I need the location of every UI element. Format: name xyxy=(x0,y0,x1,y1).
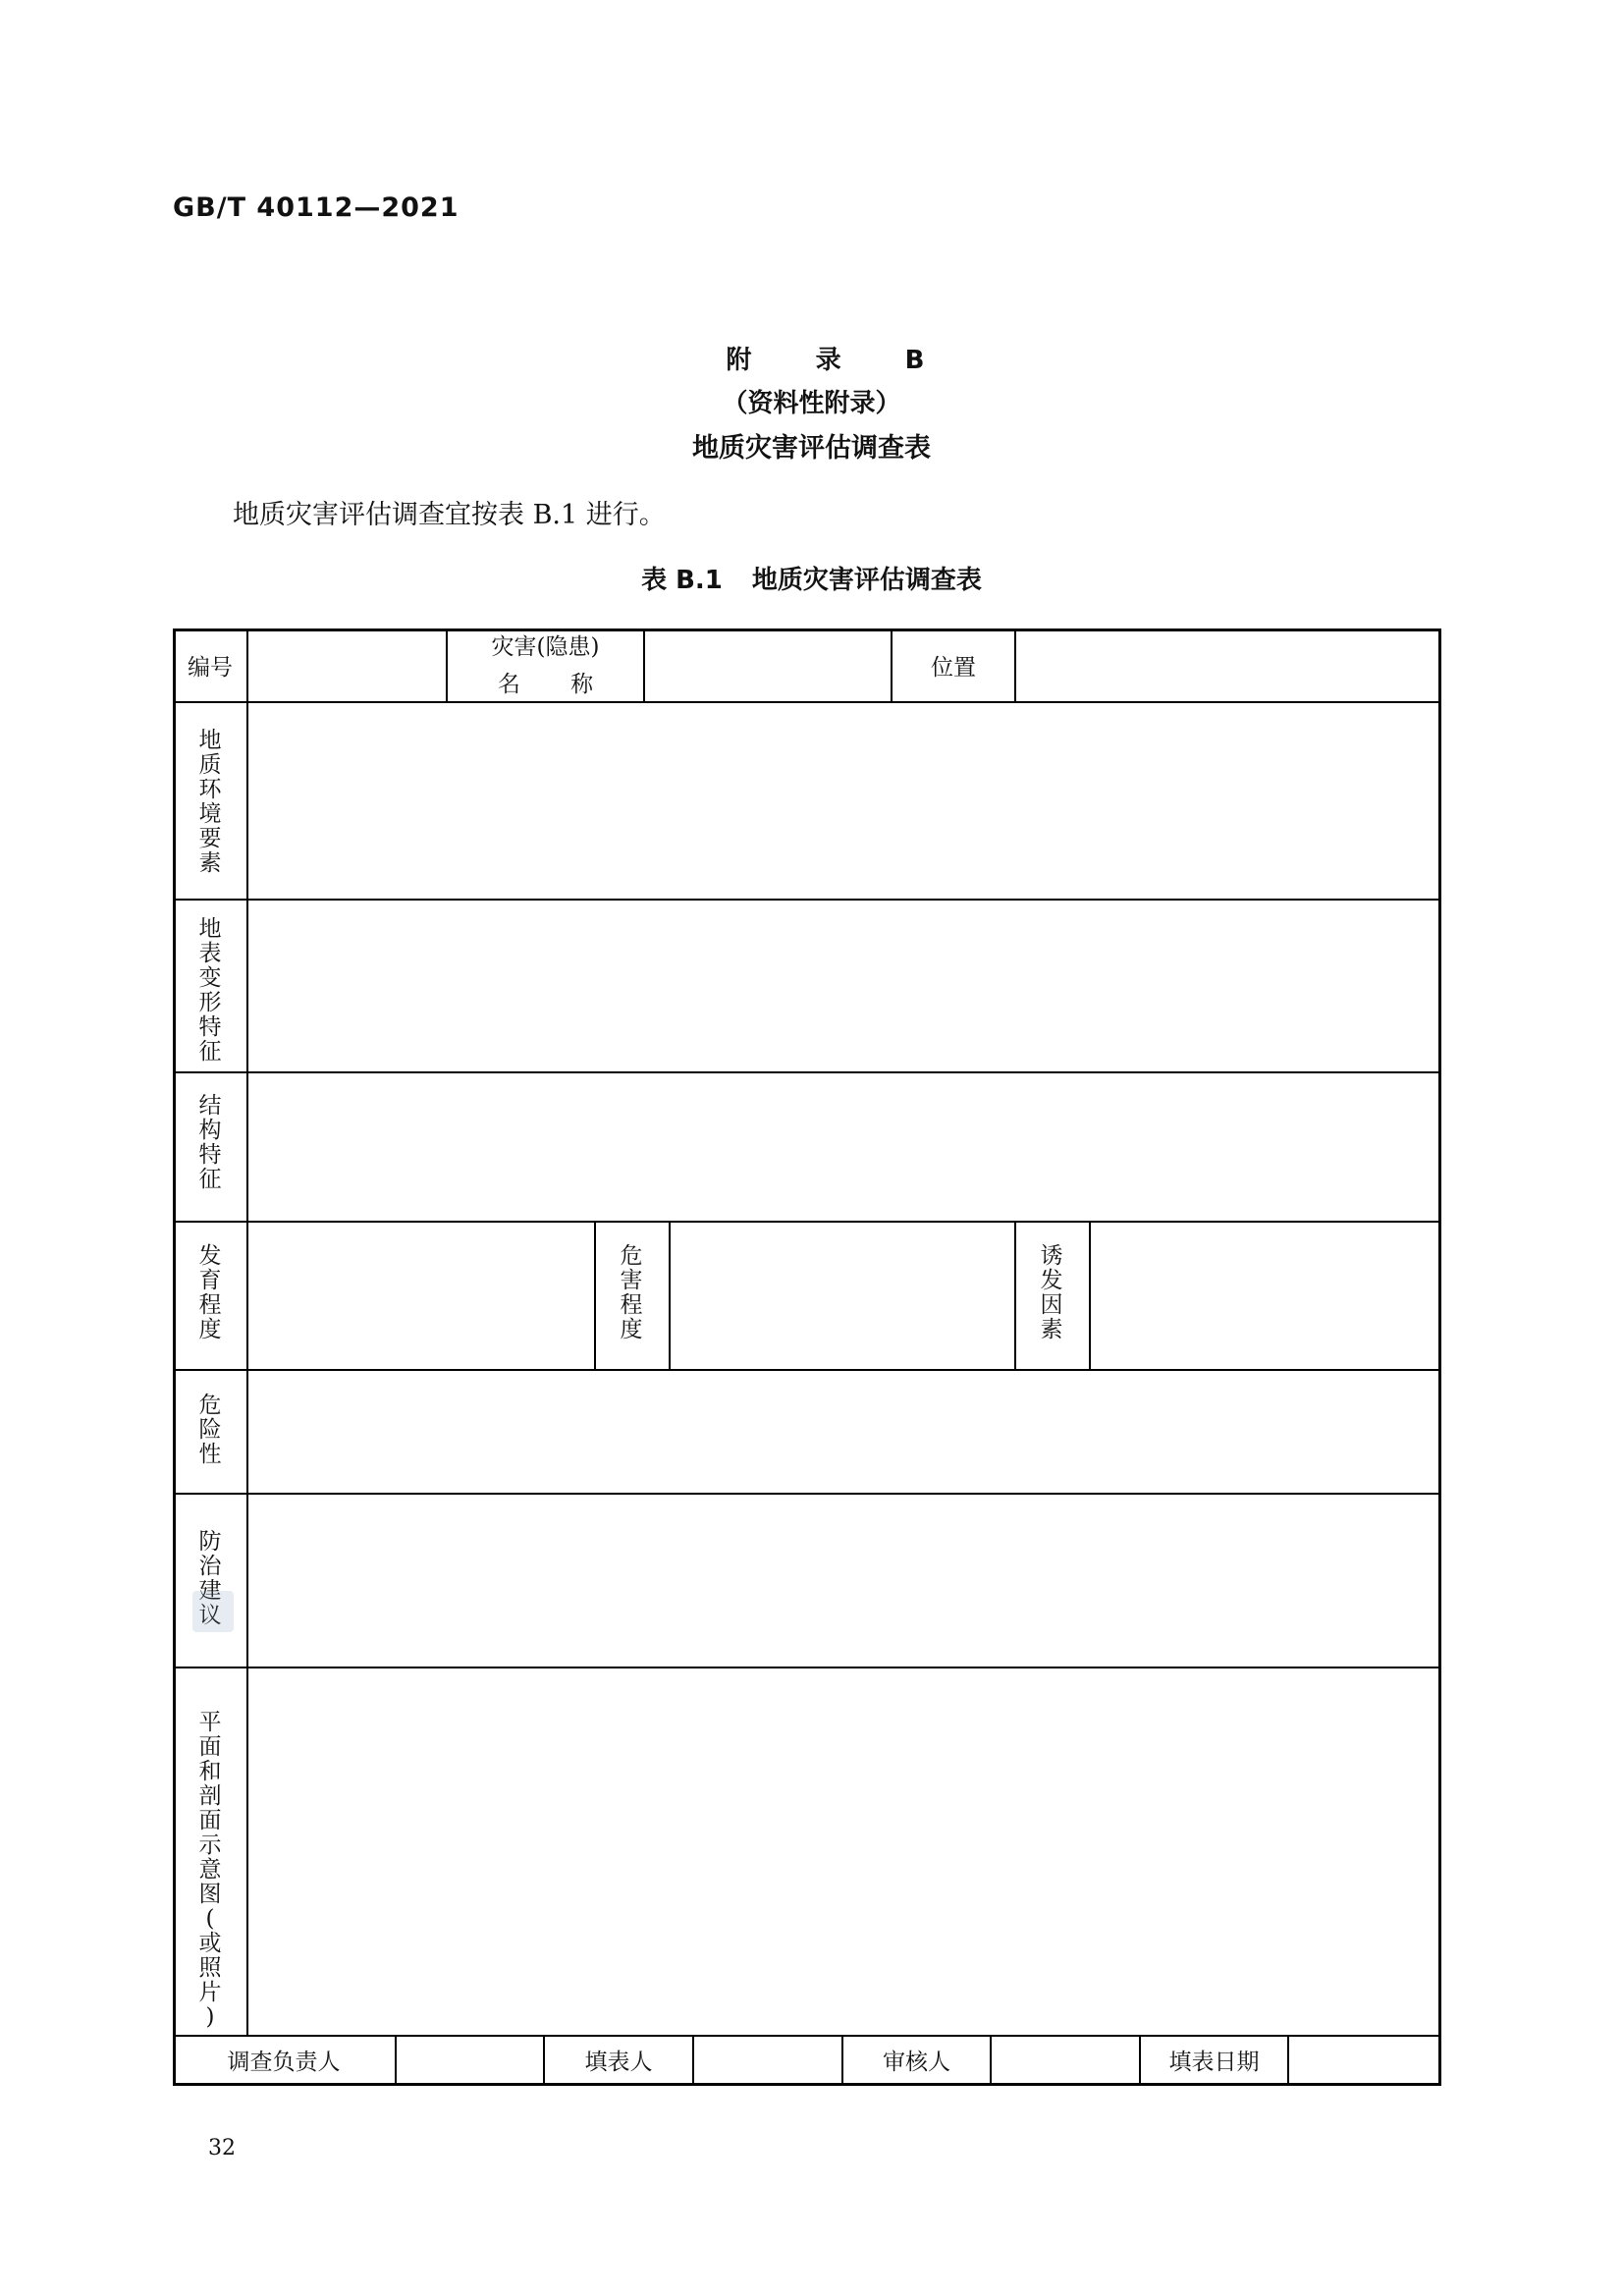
sketch-label: 平 面 和 剖 面 示 意 图 ( 或 照 片 ) xyxy=(198,1710,222,2030)
table-title: 地质灾害评估调查表 xyxy=(751,566,982,595)
filler-field[interactable] xyxy=(694,2037,841,2083)
harm-degree-label: 危 害 程 度 xyxy=(620,1243,643,1342)
prevention-advice-label: 防 治 建 议 xyxy=(198,1529,222,1628)
page-number: 32 xyxy=(208,2136,236,2160)
id-value-cell[interactable] xyxy=(248,629,446,702)
trigger-factor-field[interactable] xyxy=(1091,1223,1438,1369)
id-label: 编号 xyxy=(188,655,233,681)
investigator-label: 调查负责人 xyxy=(227,2050,341,2075)
geo-environment-label: 地 质 环 境 要 素 xyxy=(198,728,222,876)
geo-environment-field[interactable] xyxy=(248,703,1438,899)
development-degree-field[interactable] xyxy=(248,1223,594,1369)
filler-label: 填表人 xyxy=(584,2050,653,2075)
appendix-title: 地质灾害评估调查表 xyxy=(692,433,931,464)
date-label: 填表日期 xyxy=(1168,2050,1260,2075)
hazard-name-label xyxy=(448,629,643,702)
reviewer-field[interactable] xyxy=(992,2037,1139,2083)
surface-deformation-field[interactable] xyxy=(248,901,1438,1071)
appendix-label: 附 录 B xyxy=(726,346,952,375)
standard-code: GB/T 40112—2021 xyxy=(173,192,460,223)
structure-field[interactable] xyxy=(248,1073,1438,1221)
table-number: 表 B.1 xyxy=(641,566,723,595)
investigator-field[interactable] xyxy=(397,2037,543,2083)
survey-table xyxy=(173,629,1441,2086)
surface-deformation-label: 地 表 变 形 特 征 xyxy=(198,916,222,1065)
prevention-advice-field[interactable] xyxy=(248,1495,1438,1667)
location-value-cell[interactable] xyxy=(1016,629,1438,702)
appendix-nature: （资料性附录） xyxy=(722,389,901,418)
development-degree-label: 发 育 程 度 xyxy=(198,1243,222,1342)
reviewer-label: 审核人 xyxy=(883,2050,950,2075)
sketch-field[interactable] xyxy=(248,1668,1438,2035)
watermark-mark xyxy=(192,1591,234,1632)
risk-field[interactable] xyxy=(248,1371,1438,1493)
location-label: 位置 xyxy=(931,655,976,681)
date-field[interactable] xyxy=(1289,2037,1438,2083)
structure-label: 结 构 特 征 xyxy=(198,1093,222,1192)
intro-paragraph: 地质灾害评估调查宜按表 B.1 进行。 xyxy=(233,500,666,530)
hazard-name-value-cell[interactable] xyxy=(645,629,891,702)
hazard-name-label-line1: 灾害(隐患) xyxy=(491,633,600,660)
table-caption xyxy=(0,560,1623,596)
risk-label: 危 险 性 xyxy=(198,1393,222,1467)
trigger-factor-label: 诱 发 因 素 xyxy=(1040,1243,1063,1342)
harm-degree-field[interactable] xyxy=(671,1223,1014,1369)
hazard-name-label-line2: 名 称 xyxy=(497,671,616,697)
